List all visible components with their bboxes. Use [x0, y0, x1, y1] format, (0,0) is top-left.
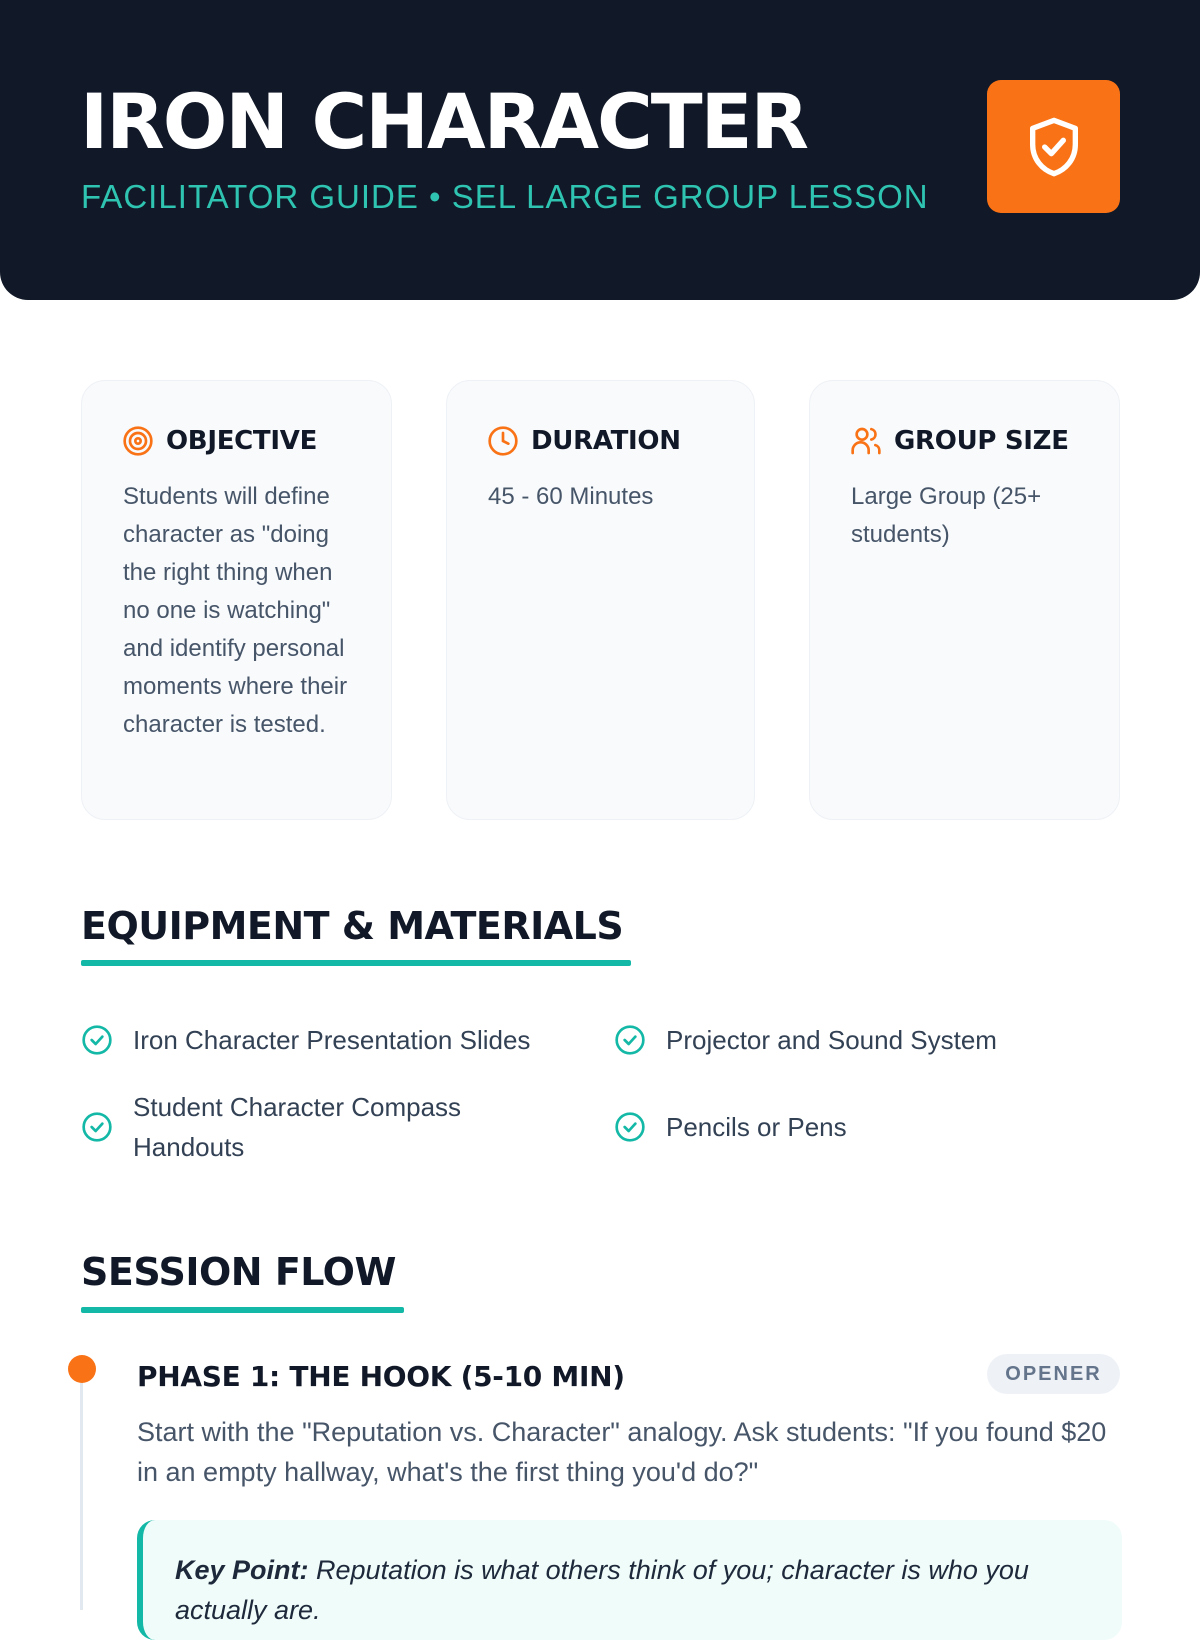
card-text: Large Group (25+ students): [851, 483, 1042, 548]
shield-check-icon: [1022, 111, 1086, 183]
materials-item: [614, 1020, 1134, 1060]
card-title: DURATION: [531, 426, 681, 456]
card-title: GROUP SIZE: [894, 426, 1069, 456]
card-text: 45 - 60 Minutes: [488, 483, 654, 510]
check-circle-icon: [81, 1024, 113, 1056]
materials-item: [81, 1087, 551, 1167]
check-circle-icon: [81, 1111, 113, 1143]
materials-item-label: Projector and Sound System: [666, 1025, 997, 1055]
session-flow-underline: [81, 1307, 404, 1313]
card-text: Students will define character as "doing the right thing when no one is watching" and identify personal moments where their character is tested.: [123, 483, 348, 738]
phase-title: PHASE 1: THE HOOK (5-10 MIN): [137, 1360, 625, 1393]
duration-card: [446, 380, 755, 820]
key-point-text: Reputation is what others think of you; character is who you actually are.: [175, 1555, 1029, 1625]
timeline-line: [80, 1380, 83, 1610]
phase-badge: OPENER: [987, 1354, 1120, 1394]
phase-description: Start with the "Reputation vs. Character" analogy. Ask students: "If you found $20 in an empty hallway, what's the first thing you'd do?": [137, 1417, 1107, 1487]
materials-underline: [81, 960, 631, 966]
objective-card: [81, 380, 392, 820]
header-badge: [987, 80, 1120, 213]
timeline-dot: [68, 1355, 96, 1383]
group-size-card: [809, 380, 1120, 820]
check-circle-icon: [614, 1111, 646, 1143]
materials-heading: EQUIPMENT & MATERIALS: [81, 904, 624, 948]
materials-item-label: Pencils or Pens: [666, 1112, 847, 1142]
key-point-callout: [137, 1520, 1122, 1640]
page-subtitle: FACILITATOR GUIDE • SEL LARGE GROUP LESSON: [81, 178, 929, 215]
materials-item: [81, 1020, 601, 1060]
clock-icon: [487, 425, 519, 457]
key-point-label: Key Point:: [175, 1555, 309, 1585]
materials-item-label: Student Character Compass Handouts: [133, 1092, 462, 1162]
materials-item: [614, 1107, 1134, 1147]
users-icon: [850, 425, 882, 457]
session-flow-heading: SESSION FLOW: [81, 1250, 396, 1294]
materials-item-label: Iron Character Presentation Slides: [133, 1025, 531, 1055]
card-title: OBJECTIVE: [166, 426, 318, 456]
page-header: [0, 0, 1200, 300]
page-title: IRON CHARACTER: [80, 77, 808, 166]
check-circle-icon: [614, 1024, 646, 1056]
target-icon: [122, 425, 154, 457]
